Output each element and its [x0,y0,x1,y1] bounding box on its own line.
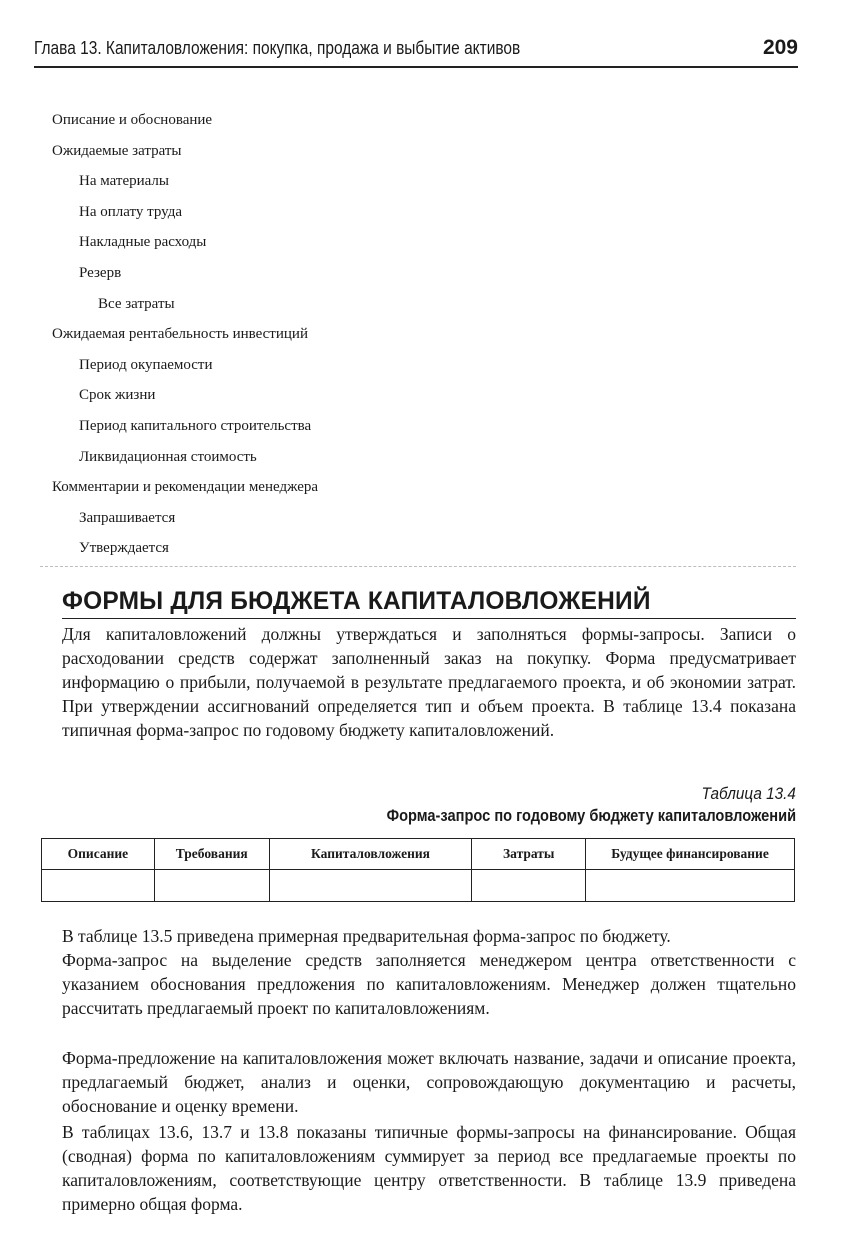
form-outline-list [52,110,792,569]
table-cell [586,870,795,902]
section-heading: ФОРМЫ ДЛЯ БЮДЖЕТА КАПИТАЛОВЛОЖЕНИЙ [62,587,651,615]
outline-item: Запрашивается [79,509,176,526]
column-header-capital-investments: Капиталовложения [269,839,472,870]
outline-item: Утверждается [79,540,169,557]
table-cell [269,870,472,902]
chapter-title: Глава 13. Капиталовложения: покупка, продажа и выбытие активов [34,38,521,58]
outline-item: Все затраты [98,295,175,312]
table-title: Форма-запрос по годовому бюджету капиталовложений [386,806,796,825]
outline-item: Ожидаемые затраты [52,142,182,159]
outline-item: Срок жизни [79,387,156,404]
outline-item: На материалы [79,173,169,190]
outline-item: Период капитального строительства [79,417,312,434]
table-header-row [42,839,795,870]
running-header [34,34,798,68]
column-header-description: Описание [42,839,155,870]
outline-item: Комментарии и рекомендации менеджера [52,479,319,496]
outline-item: Ожидаемая рентабельность инвестиций [52,326,308,343]
table-cell [154,870,269,902]
paragraph-2: Форма-запрос на выделение средств заполняется менеджером центра ответственности с указанием обоснования предложения по капиталовложениям. Менеджер должен тщательно рассчитать предлагаемый проект по капиталовложениям. [62,950,796,1018]
table-cell [472,870,586,902]
column-header-requirements: Требования [154,839,269,870]
section-heading-rule [62,618,796,619]
paragraph-3: Форма-предложение на капиталовложения может включать название, задачи и описание проекта, предлагаемый бюджет, анализ и оценки, сопровождающую документацию и расчеты, обоснование и оценку времени. [62,1048,796,1116]
column-header-future-financing: Будущее финансирование [586,839,795,870]
outline-item: Описание и обоснование [52,112,213,128]
budget-request-form-table [41,838,795,902]
table-cell [42,870,155,902]
outline-item: На оплату труда [79,203,183,220]
table-row [42,870,795,902]
paragraph-1: В таблице 13.5 приведена примерная предварительная форма-запрос по бюджету. [62,926,671,946]
outline-item: Ликвидационная стоимость [79,448,257,465]
paragraph-intro: Для капиталовложений должны утверждаться и заполняться формы-запросы. Записи о расходовании средств содержат заполненный заказ на покупку. Форма предусматривает информацию о прибыли, получаемой в результате предлагаемого проекта, и об экономии затрат. При утверждении ассигнований определяется тип и объем проекта. В таблице 13.4 показана типичная форма-запрос по годовому бюджету капиталовложений. [62,624,796,740]
table-caption: Таблица 13.4 [701,784,796,803]
outline-item: Период окупаемости [79,356,213,373]
outline-item: Резерв [79,264,122,281]
paragraph-4: В таблицах 13.6, 13.7 и 13.8 показаны типичные формы-запросы на финансирование. Общая (сводная) форма по капиталовложениям суммирует за период все предлагаемые проекты по капиталовложениям, соответствующие центру ответственности. В таблице 13.9 приведена примерно общая форма. [62,1122,796,1214]
outline-divider [40,566,796,567]
page-number: 209 [762,36,798,59]
outline-item: Накладные расходы [79,234,207,251]
column-header-costs: Затраты [472,839,586,870]
